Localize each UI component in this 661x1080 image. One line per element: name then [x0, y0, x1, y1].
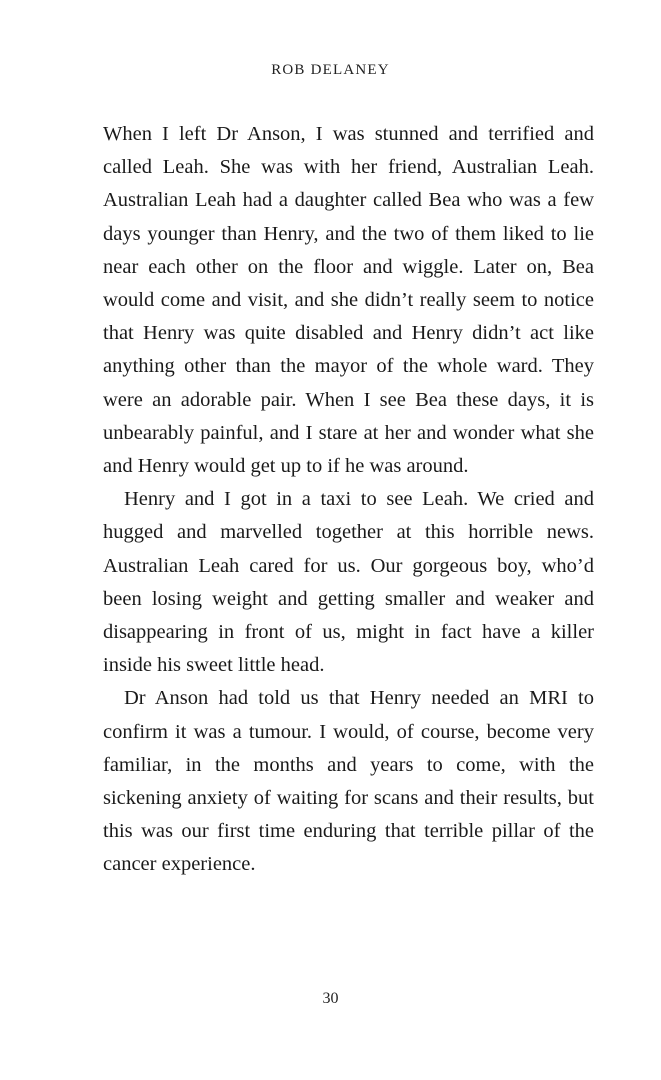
paragraph-3: Dr Anson had told us that Henry needed an MRI to confirm it was a tumour. I would, of course, become very familiar, in the months and years to come, with the sickening anxiety of waiting for scans and their results, but this was our first time enduring that terrible pillar of the cancer experience. — [103, 687, 594, 876]
paragraph-2: Henry and I got in a taxi to see Leah. We cried and hugged and marvelled together at this horrible news. Australian Leah cared for us. Our gorgeous boy, who’d been losing weight and getting smaller and weaker and disappearing in front of us, might in fact have a killer inside his sweet little head. — [103, 488, 594, 677]
page-number: 30 — [322, 990, 339, 1007]
paragraph-1: When I left Dr Anson, I was stunned and terrified and called Leah. She was with her friend, Australian Leah. Australian Leah had a daughter called Bea who was a few days younger than Henry, and the two of them liked to lie near each other on the floor and wiggle. Later on, Bea would come and visit, and she didn’t really seem to notice that Henry was quite disabled and Henry didn’t act like anything other than the mayor of the whole ward. They were an adorable pair. When I see Bea these days, it is unbearably painful, and I stare at her and wonder what she and Henry would get up to if he was around. — [103, 123, 594, 478]
running-head: ROB DELANEY — [271, 62, 390, 78]
body-text — [103, 118, 594, 882]
